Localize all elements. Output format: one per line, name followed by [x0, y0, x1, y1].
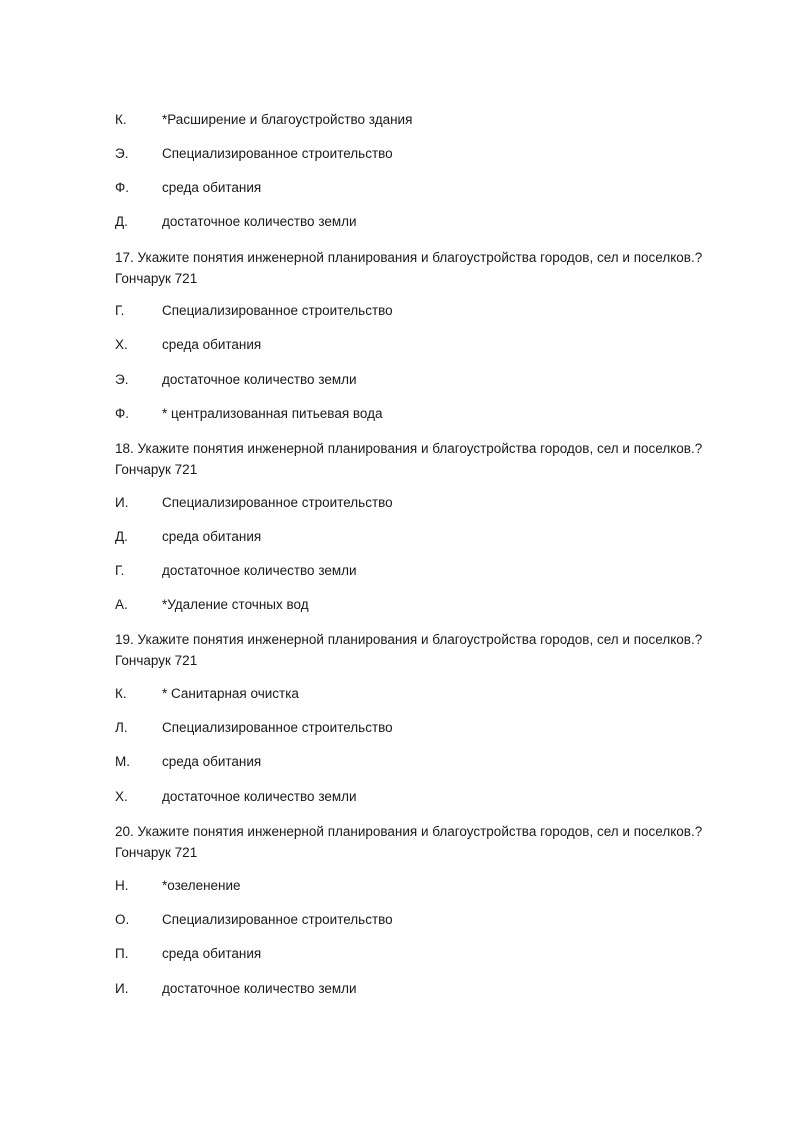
option-letter: Ф. — [115, 406, 130, 421]
option-text: среда обитания — [162, 337, 262, 352]
option-text: среда обитания — [162, 946, 262, 961]
question-text — [115, 438, 735, 480]
option-letter: Х. — [115, 337, 128, 352]
option-letter: Н. — [115, 878, 129, 893]
option-letter: А. — [115, 597, 128, 612]
option-text: *озеленение — [162, 878, 241, 893]
option-text: среда обитания — [162, 180, 262, 195]
option-text: *Удаление сточных вод — [162, 597, 309, 612]
question-line: 17. Укажите понятия инженерной планирования и благоустройства городов, сел и поселков.? — [115, 250, 703, 265]
option-letter: Д. — [115, 529, 128, 544]
option-text: Специализированное строительство — [162, 146, 393, 161]
option-letter: О. — [115, 912, 130, 927]
option-letter: И. — [115, 495, 129, 510]
option-letter: Х. — [115, 789, 128, 804]
option-letter: П. — [115, 946, 129, 961]
question-line: 18. Укажите понятия инженерной планирования и благоустройства городов, сел и поселков.? — [115, 441, 703, 456]
option-text: достаточное количество земли — [162, 372, 357, 387]
option-letter: Г. — [115, 563, 125, 578]
option-letter: К. — [115, 686, 127, 701]
question-text — [115, 247, 735, 289]
option-letter: К. — [115, 112, 127, 127]
option-text: Специализированное строительство — [162, 495, 393, 510]
option-letter: И. — [115, 981, 129, 996]
question-line: 19. Укажите понятия инженерной планирования и благоустройства городов, сел и поселков.? — [115, 632, 703, 647]
question-source: Гончарук 721 — [115, 845, 198, 860]
question-line: 20. Укажите понятия инженерной планирования и благоустройства городов, сел и поселков.? — [115, 824, 703, 839]
option-text: среда обитания — [162, 754, 262, 769]
option-text: достаточное количество земли — [162, 563, 357, 578]
question-text — [115, 821, 735, 863]
option-letter: Э. — [115, 372, 129, 387]
option-letter: Д. — [115, 214, 128, 229]
question-source: Гончарук 721 — [115, 653, 198, 668]
option-text: * Санитарная очистка — [162, 686, 299, 701]
question-source: Гончарук 721 — [115, 462, 198, 477]
question-text — [115, 629, 735, 671]
option-text: среда обитания — [162, 529, 262, 544]
option-letter: М. — [115, 754, 130, 769]
option-text: достаточное количество земли — [162, 981, 357, 996]
option-text: * централизованная питьевая вода — [162, 406, 383, 421]
question-source: Гончарук 721 — [115, 271, 198, 286]
option-letter: Л. — [115, 720, 128, 735]
option-text: Специализированное строительство — [162, 720, 393, 735]
option-text: Специализированное строительство — [162, 912, 393, 927]
option-text: Специализированное строительство — [162, 303, 393, 318]
option-letter: Э. — [115, 146, 129, 161]
option-text: достаточное количество земли — [162, 789, 357, 804]
option-letter: Ф. — [115, 180, 130, 195]
option-text: *Расширение и благоустройство здания — [162, 112, 413, 127]
option-text: достаточное количество земли — [162, 214, 357, 229]
option-letter: Г. — [115, 303, 125, 318]
